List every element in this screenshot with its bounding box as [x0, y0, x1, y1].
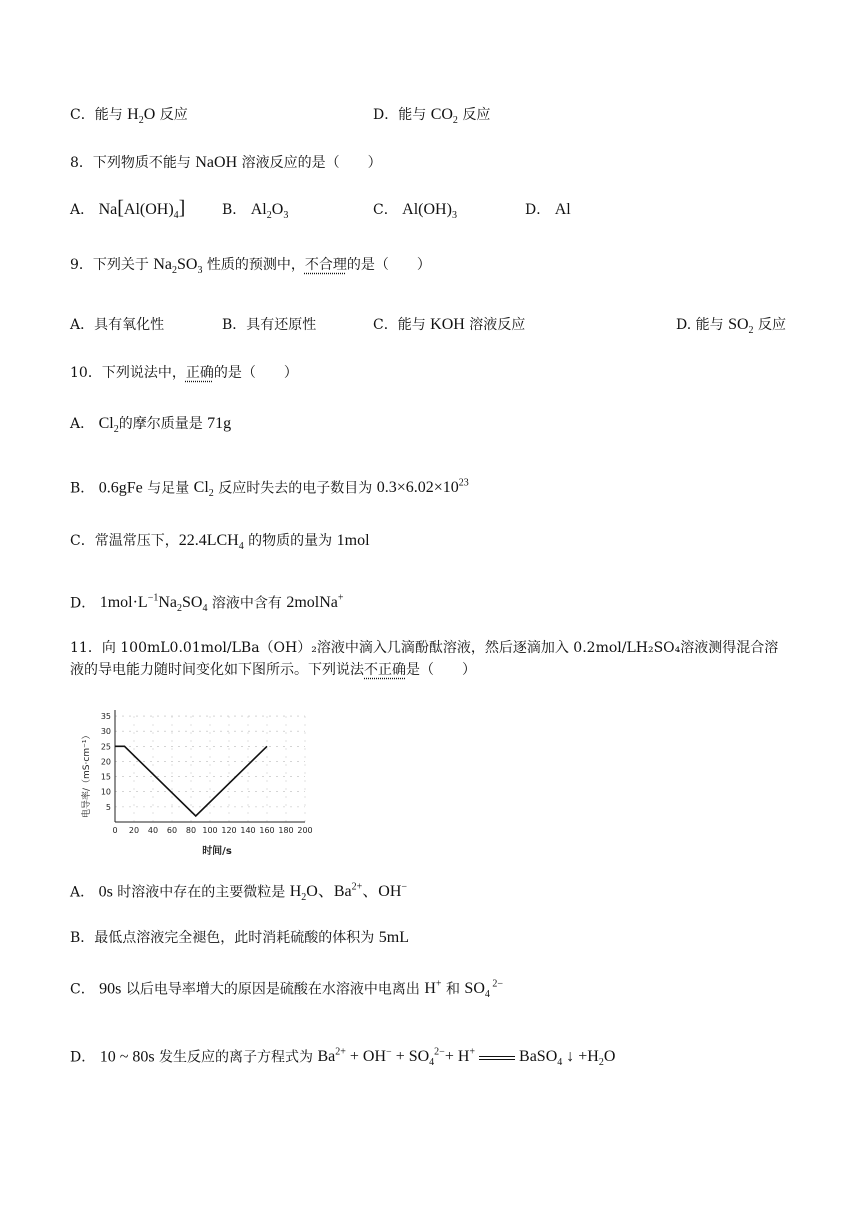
x-tick-label: 120	[221, 826, 237, 835]
y-tick-label: 25	[100, 742, 111, 752]
q10-option-d: D． $1mol\cdot L^{-1}Na_2SO_4$ 溶液中含有 2molNa+	[70, 593, 344, 615]
q9-option-c: C．能与 KOH 溶液反应	[373, 316, 526, 333]
x-tick-label: 180	[278, 826, 294, 835]
conductivity-chart	[75, 700, 320, 860]
q8-option-c: C． $Al(OH)_3$	[373, 201, 457, 222]
q11-stem-line2: 液的导电能力随时间变化如下图所示。下列说法不正确是（ ）	[70, 662, 476, 678]
q8-option-a: A． $Na[Al(OH)_4]$	[70, 197, 186, 222]
chart-y-label: 电导率/（mS·cm⁻¹）	[82, 730, 92, 818]
y-tick-label: 5	[105, 802, 111, 812]
q10-option-a: A． $Cl_2$的摩尔质量是 71g	[70, 415, 232, 436]
q7-option-d: D．能与 $CO_2$ 反应	[373, 106, 491, 127]
q11-option-b: B．最低点溶液完全褪色，此时消耗硫酸的体积为 5mL	[70, 929, 409, 946]
x-tick-label: 40	[147, 826, 159, 835]
q8-option-d: D． Al	[525, 201, 571, 218]
q8-stem: 8．下列物质不能与 NaOH 溶液反应的是（ ）	[70, 154, 382, 171]
y-tick-label: 35	[100, 712, 111, 722]
q11-option-d: D． 10 ~ 80s 发生反应的离子方程式为 $Ba^{2+} + OH^- + SO_4^{2-}+ H^+$ BaSO$_4$ ↓ $+H_2O$	[70, 1047, 616, 1069]
q7-option-c: C．能与 $H_2O$ 反应	[70, 106, 188, 127]
q9-option-b: B．具有还原性	[222, 317, 317, 333]
q10-stem: 10．下列说法中，正确的是（ ）	[70, 365, 298, 381]
x-tick-label: 160	[259, 826, 275, 835]
y-tick-label: 15	[100, 772, 111, 782]
y-tick-label: 30	[100, 727, 111, 737]
x-tick-label: 60	[166, 826, 178, 835]
y-tick-label: 10	[100, 787, 111, 797]
chart-x-label: 时间/s	[202, 846, 232, 857]
q10-option-c: C．常温常压下，$22.4LCH_4$ 的物质的量为 1mol	[70, 532, 370, 553]
q11-option-c: C． 90s 以后电导率增大的原因是硫酸在水溶液中电离出 H+ 和 $SO_4$ $^{2-}$	[70, 979, 504, 1001]
q11-option-a: A． 0s 时溶液中存在的主要微粒是 $H_2O$、$Ba^{2+}$、OH−	[70, 882, 408, 904]
q8-option-b: B． $Al_2O_3$	[222, 201, 289, 222]
x-tick-label: 0	[112, 826, 118, 835]
q9-option-a: A．具有氧化性	[70, 317, 165, 333]
x-tick-label: 140	[240, 826, 256, 835]
x-tick-label: 20	[128, 826, 140, 835]
x-tick-label: 80	[185, 826, 197, 835]
conductivity-chart-svg	[75, 700, 320, 860]
q11-stem-line1: 11．向 100mL0.01mol/LBa（OH）₂溶液中滴入几滴酚酞溶液，然后逐滴加入 0.2mol/LH₂SO₄溶液测得混合溶	[70, 640, 779, 656]
x-tick-label: 200	[297, 826, 313, 835]
q9-stem: 9．下列关于 $Na_2SO_3$ 性质的预测中，不合理的是（ ）	[70, 256, 431, 277]
q9-option-d: D. 能与 $SO_2$ 反应	[676, 316, 786, 337]
y-tick-label: 20	[100, 757, 111, 767]
q10-option-b: B． 0.6gFe 与足量 $Cl_2$ 反应时失去的电子数目为 $0.3\times 6.02\times 10^{23}$	[70, 478, 469, 500]
x-tick-label: 100	[202, 826, 218, 835]
